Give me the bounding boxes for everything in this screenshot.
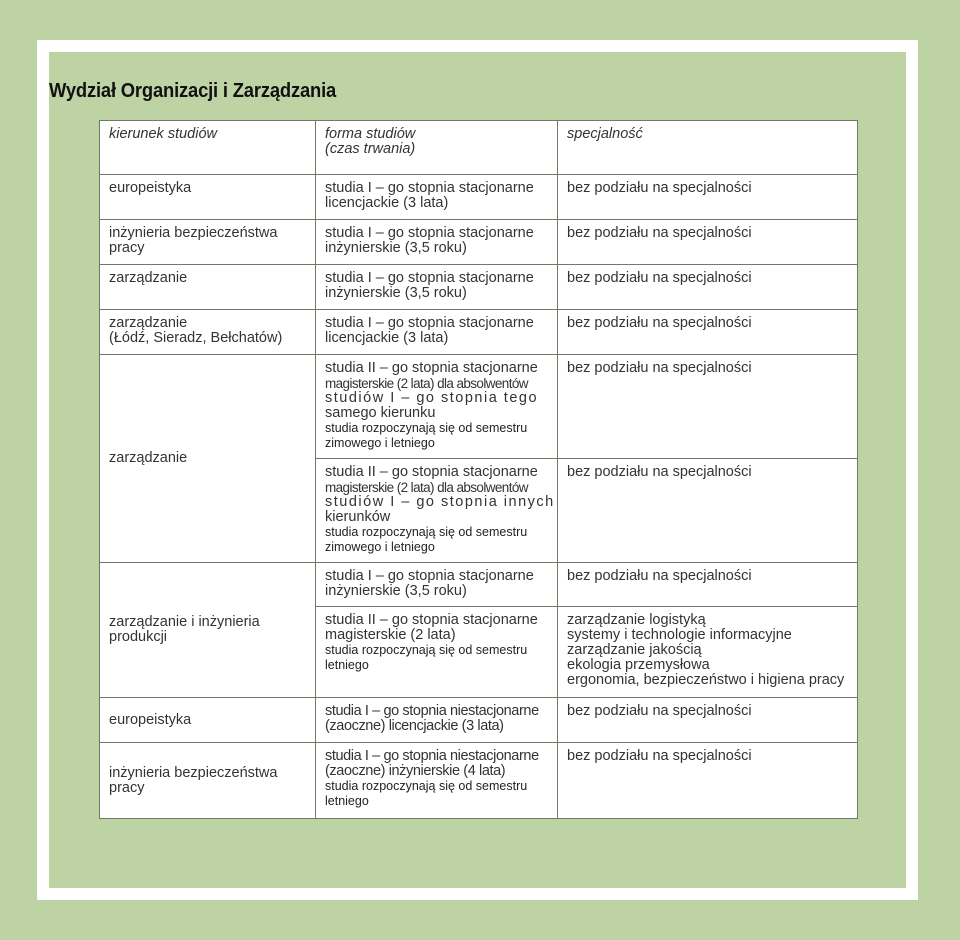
table-row — [100, 743, 858, 819]
cell-kierunek: zarządzanie (Łódź, Sieradz, Bełchatów) — [100, 310, 316, 355]
forma-note: studia rozpoczynają się od semestru — [325, 525, 528, 539]
table-row — [100, 175, 858, 220]
cell-specjalnosc: bez podziału na specjalności — [558, 563, 858, 607]
cell-forma — [316, 355, 558, 459]
specjalnosc-item: systemy i technologie informacyjne — [567, 627, 792, 643]
table-header-row — [100, 121, 858, 175]
cell-forma: studia I – go stopnia niestacjonarne (zaoczne) licencjackie (3 lata) — [316, 698, 558, 743]
specjalnosc-item: zarządzanie logistyką — [567, 612, 706, 628]
cell-specjalnosc: bez podziału na specjalności — [558, 310, 858, 355]
cell-specjalnosc: bez podziału na specjalności — [558, 698, 858, 743]
cell-forma: studia I – go stopnia stacjonarne licencjackie (3 lata) — [316, 175, 558, 220]
cell-specjalnosc: bez podziału na specjalności — [558, 220, 858, 265]
specjalnosc-item: ekologia przemysłowa — [567, 657, 710, 673]
table-row — [100, 698, 858, 743]
forma-line: studia II – go stopnia stacjonarne — [325, 464, 538, 480]
cell-specjalnosc-list — [558, 607, 858, 698]
forma-line: magisterskie (2 lata) dla absolwentów — [325, 376, 528, 391]
table-row — [100, 265, 858, 310]
cell-kierunek: inżynieria bezpieczeństwa pracy — [100, 743, 316, 819]
forma-line: samego kierunku — [325, 405, 436, 421]
cell-forma: studia I – go stopnia stacjonarne inżynierskie (3,5 roku) — [316, 265, 558, 310]
page-title: Wydział Organizacji i Zarządzania — [49, 80, 337, 102]
forma-note: studia rozpoczynają się od semestru — [325, 779, 528, 793]
table-row — [100, 355, 858, 459]
forma-note: zimowego i letniego — [325, 540, 435, 554]
forma-line: kierunków — [325, 509, 391, 525]
cell-kierunek: zarządzanie — [100, 265, 316, 310]
forma-note: studia rozpoczynają się od semestru — [325, 421, 528, 435]
cell-specjalnosc: bez podziału na specjalności — [558, 743, 858, 819]
cell-specjalnosc: bez podziału na specjalności — [558, 265, 858, 310]
cell-specjalnosc: bez podziału na specjalności — [558, 355, 858, 459]
forma-line: magisterskie (2 lata) dla absolwentów — [325, 480, 528, 495]
forma-line: studiów I – go stopnia innych — [325, 494, 555, 510]
cell-forma: studia I – go stopnia stacjonarne inżynierskie (3,5 roku) — [316, 563, 558, 607]
cell-kierunek-zip: zarządzanie i inżynieria produkcji — [100, 563, 316, 698]
table-row — [100, 310, 858, 355]
cell-kierunek: europeistyka — [100, 698, 316, 743]
forma-note: letniego — [325, 658, 369, 672]
cell-kierunek: inżynieria bezpieczeństwa pracy — [100, 220, 316, 265]
table-row — [100, 563, 858, 607]
cell-specjalnosc: bez podziału na specjalności — [558, 459, 858, 563]
cell-specjalnosc: bez podziału na specjalności — [558, 175, 858, 220]
forma-line: studia II – go stopnia stacjonarne — [325, 360, 538, 376]
cell-forma: studia I – go stopnia stacjonarne inżynierskie (3,5 roku) — [316, 220, 558, 265]
specjalnosc-item: ergonomia, bezpieczeństwo i higiena pracy — [567, 672, 845, 688]
specjalnosc-item: zarządzanie jakością — [567, 642, 702, 658]
cell-forma — [316, 459, 558, 563]
programs-table — [99, 120, 858, 819]
header-kierunek: kierunek studiów — [100, 121, 316, 175]
table-row — [100, 220, 858, 265]
cell-forma: studia II – go stopnia stacjonarne magisterskie (2 lata) studia rozpoczynają się od semestru letniego — [316, 607, 558, 698]
cell-forma: studia I – go stopnia niestacjonarne (zaoczne) inżynierskie (4 lata) studia rozpoczynają się od semestru letniego — [316, 743, 558, 819]
header-forma-line1: forma studiów — [325, 126, 416, 142]
header-forma — [316, 121, 558, 175]
forma-note: zimowego i letniego — [325, 436, 435, 450]
cell-forma: studia I – go stopnia stacjonarne licencjackie (3 lata) — [316, 310, 558, 355]
header-specjalnosc: specjalność — [558, 121, 858, 175]
cell-kierunek-zarzadzanie: zarządzanie — [100, 355, 316, 563]
forma-note: studia rozpoczynają się od semestru — [325, 643, 528, 657]
forma-line: studiów I – go stopnia tego — [325, 390, 539, 406]
header-forma-line2: (czas trwania) — [325, 141, 416, 157]
forma-note: letniego — [325, 794, 369, 808]
cell-kierunek: europeistyka — [100, 175, 316, 220]
